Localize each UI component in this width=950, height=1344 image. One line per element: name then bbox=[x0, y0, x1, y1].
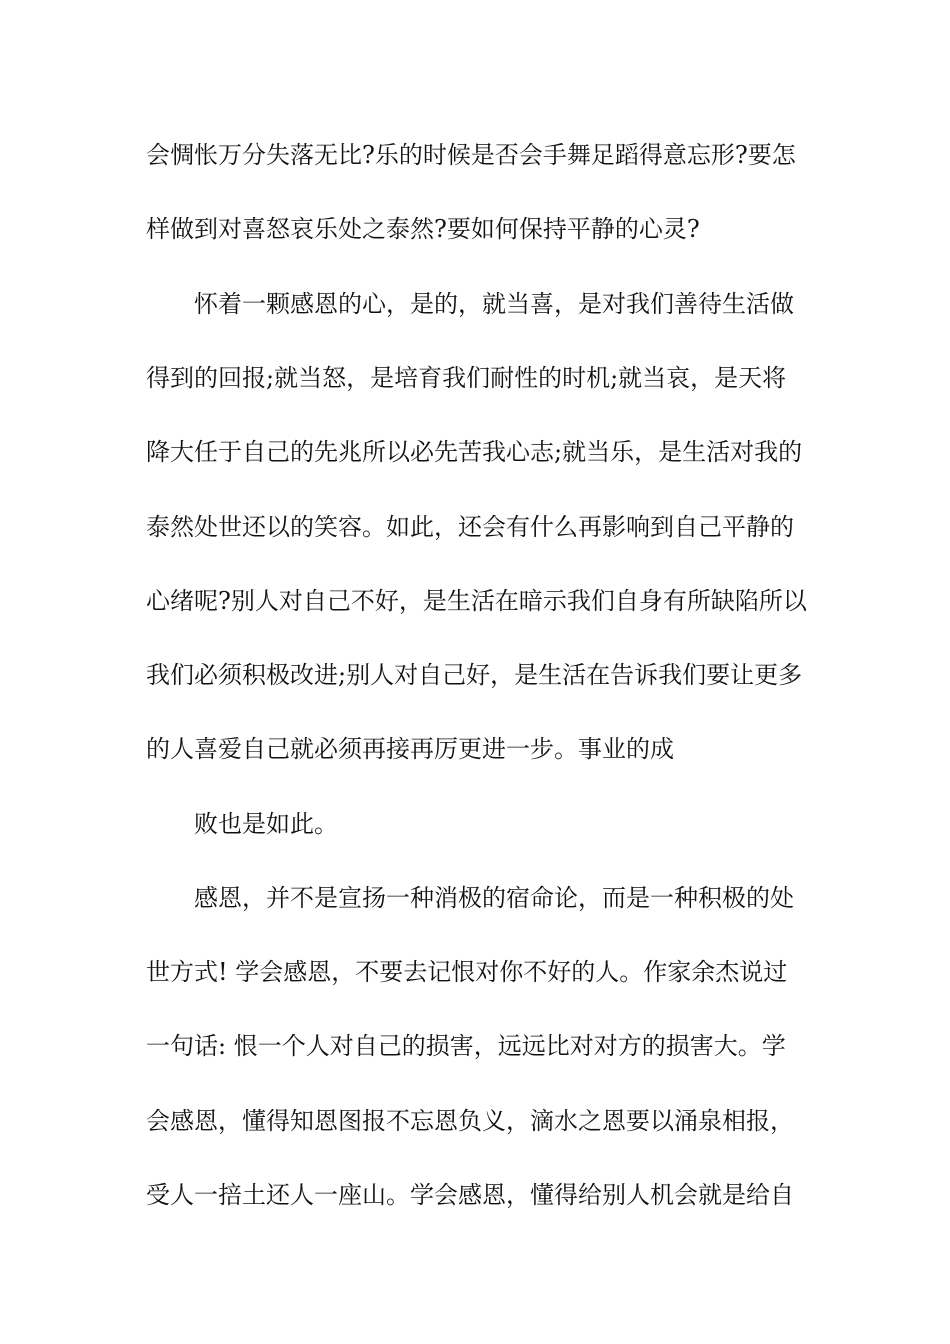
text-line-1: 会惆怅万分失落无比?乐的时候是否会手舞足蹈得意忘形?要怎 bbox=[146, 141, 796, 169]
text-line-9: 的人喜爱自己就必须再接再厉更进一步。事业的成 bbox=[146, 735, 674, 763]
text-line-14: 会感恩，懂得知恩图报不忘恩负义，滴水之恩要以涌泉相报， bbox=[146, 1107, 794, 1135]
text-line-15: 受人一掊土还人一座山。学会感恩，懂得给别人机会就是给自 bbox=[146, 1181, 794, 1209]
text-line-12: 世方式! 学会感恩，不要去记恨对你不好的人。作家余杰说过 bbox=[146, 958, 788, 986]
text-line-13: 一句话: 恨一个人对自己的损害，远远比对对方的损害大。学 bbox=[146, 1032, 786, 1060]
paragraph-start-line-11: 感恩，并不是宣扬一种消极的宿命论，而是一种积极的处 bbox=[194, 884, 794, 912]
paragraph-start-line-3: 怀着一颗感恩的心，是的，就当喜，是对我们善待生活做 bbox=[194, 290, 794, 318]
text-line-2: 样做到对喜怒哀乐处之泰然?要如何保持平静的心灵? bbox=[146, 215, 700, 243]
text-line-8: 我们必须积极改进;别人对自己好，是生活在告诉我们要让更多 bbox=[146, 661, 803, 689]
text-line-7: 心绪呢?别人对自己不好，是生活在暗示我们自身有所缺陷所以 bbox=[146, 587, 807, 615]
text-line-4: 得到的回报;就当怒，是培育我们耐性的时机;就当哀，是天将 bbox=[146, 364, 787, 392]
paragraph-start-line-10: 败也是如此。 bbox=[194, 810, 338, 838]
text-line-6: 泰然处世还以的笑容。如此，还会有什么再影响到自己平静的 bbox=[146, 513, 794, 541]
text-line-5: 降大任于自己的先兆所以必先苦我心志;就当乐，是生活对我的 bbox=[146, 438, 803, 466]
